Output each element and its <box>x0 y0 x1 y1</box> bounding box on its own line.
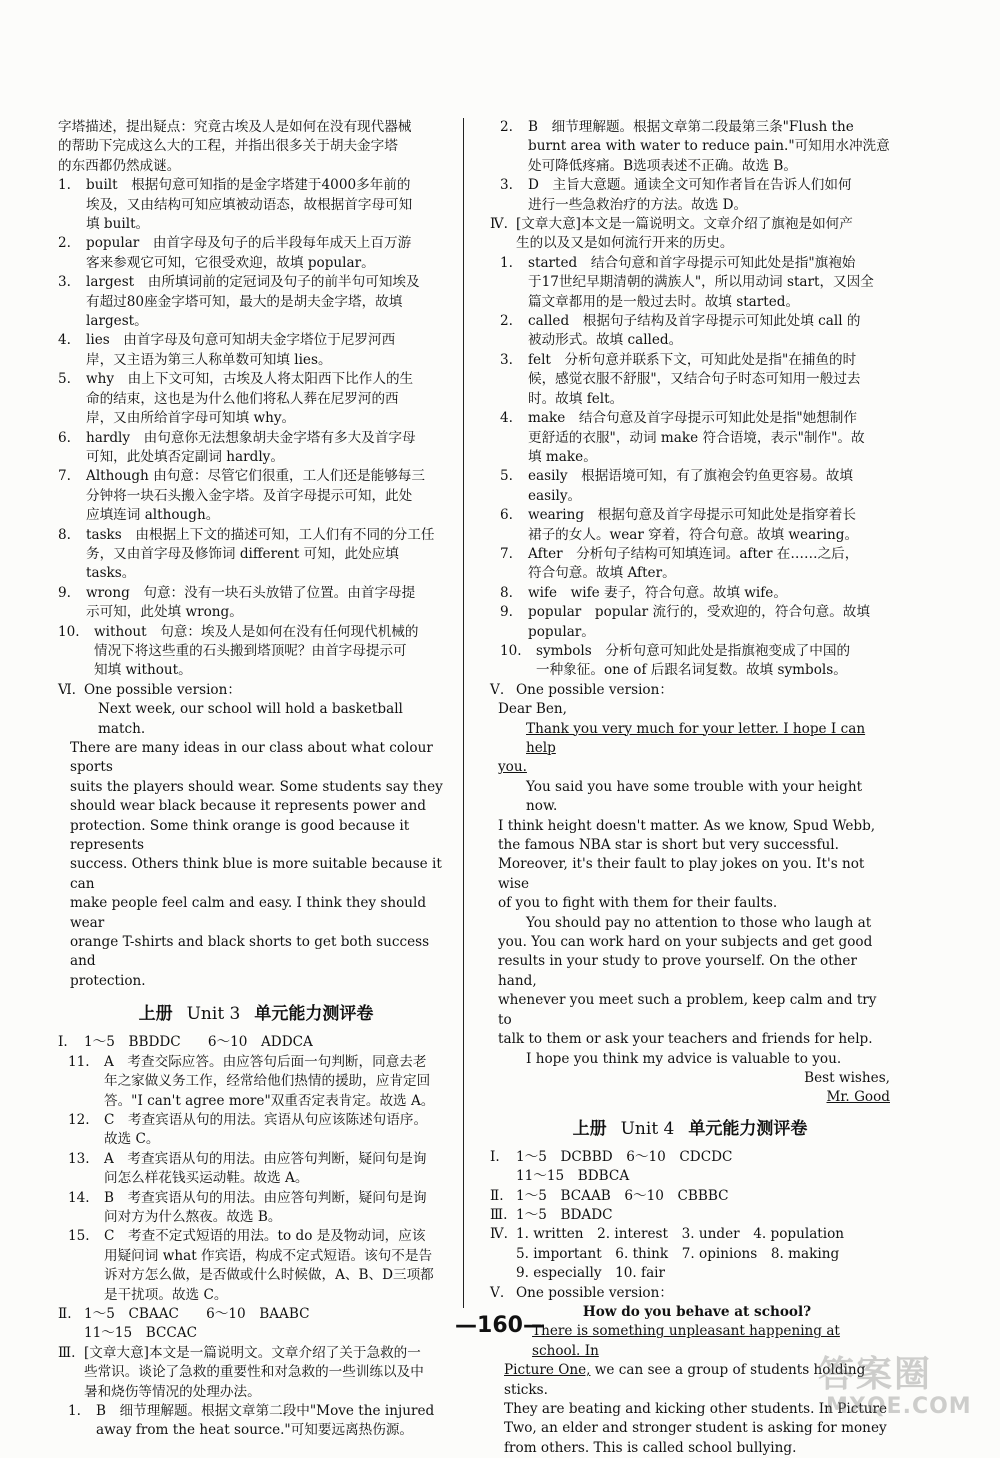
answer-key-line: 1～5 BCAAB 6～10 CBBBC <box>516 1187 729 1204</box>
item-number: 4. <box>500 410 513 427</box>
answer-key-line: 11～15 BCCAC <box>84 1325 198 1342</box>
paragraph-line: success. Others think blue is more suitable because it can <box>70 856 442 892</box>
item-line: 分钟将一块石头搬入金字塔。及首字母提示可知，此处 <box>86 487 413 504</box>
answer-key-line: 1～5 BBDDC 6～10 ADDCA <box>84 1034 313 1051</box>
letter <box>490 700 890 1108</box>
item-number: 4. <box>58 332 71 349</box>
paragraph-line: you. You can work hard on your subjects and get good <box>498 934 873 951</box>
answer-item <box>500 467 890 506</box>
column-divider <box>463 118 464 1308</box>
intro-line: 的帮助下完成这么大的工程，并指出很多关于胡夫金字塔 <box>58 138 398 155</box>
heading-unit: Unit 4 <box>620 1118 675 1139</box>
paragraph-line: from others. This is called school bullying. <box>504 1439 797 1456</box>
item-line: built 根据句意可知指的是金字塔建于4000多年前的 <box>86 177 411 194</box>
essay-vi <box>58 700 454 991</box>
item-number: 9. <box>500 604 513 621</box>
item-line: tasks。 <box>86 565 136 582</box>
item-line: D 主旨大意题。通读全文可知作者旨在告诉人们如何 <box>528 177 852 194</box>
item-line: 故选 C。 <box>104 1131 160 1148</box>
paragraph-line: talk to them or ask your teachers and friends for help. <box>498 1031 873 1048</box>
intro-line: 的东西都仍然成谜。 <box>58 157 181 174</box>
section-label: Ⅴ. <box>490 1284 505 1301</box>
item-line: 进行一些急救治疗的方法。故选 D。 <box>528 196 748 213</box>
answer-key-line: 1～5 DCBBD 6～10 CDCDC <box>516 1148 733 1165</box>
answer-item <box>58 623 454 681</box>
item-line: wearing 根据句意及首字母提示可知此处是指穿着长 <box>528 507 856 524</box>
item-number: 3. <box>500 351 513 368</box>
answer-item <box>500 506 890 545</box>
unit4-section-iv <box>490 1225 890 1283</box>
item-line: 知填 without。 <box>94 662 192 679</box>
unit3-section-i <box>58 1033 454 1052</box>
item-number: 6. <box>500 507 513 524</box>
watermark-logo <box>818 1346 988 1428</box>
letter-opening-line: you. <box>498 759 527 776</box>
answer-item <box>500 603 890 642</box>
heading-volume: 上册 <box>138 1004 173 1025</box>
summary-line: [文章大意]本文是一篇说明文。文章介绍了旗袍是如何产 <box>516 216 853 233</box>
answer-item <box>68 1402 454 1441</box>
paragraph-line: You should pay no attention to those who laugh at <box>526 914 872 931</box>
answer-item <box>500 409 890 467</box>
item-number: 5. <box>58 371 71 388</box>
paragraph-line: whenever you meet such a problem, keep calm and try to <box>498 992 877 1028</box>
section-iv <box>490 215 890 254</box>
answer-item <box>68 1227 454 1305</box>
answer-item <box>500 118 890 176</box>
left-column <box>58 118 454 1441</box>
item-line: 务，又由首字母及修饰词 different 可知，此处应填 <box>86 545 399 562</box>
watermark-text: 答案圈 <box>818 1354 933 1395</box>
section-label: Ⅲ. <box>58 1344 76 1361</box>
answer-item <box>500 584 890 603</box>
answer-key-line: 1～5 BDADC <box>516 1206 613 1223</box>
letter-signature: Mr. Good <box>826 1089 890 1106</box>
item-line: 可知，此处填否定副词 hardly。 <box>86 448 284 465</box>
item-line: why 由上下文可知，古埃及人将太阳西下比作人的生 <box>86 371 414 388</box>
section-label: Ⅳ. <box>490 216 508 233</box>
answer-item <box>58 234 454 273</box>
letter-paragraph: I hope you think my advice is valuable to you. <box>526 1050 842 1067</box>
section-label: Ⅱ. <box>490 1187 504 1204</box>
answer-item <box>68 1053 454 1111</box>
item-line: 用疑问词 what 作宾语，构成不定式短语。该句不是告 <box>104 1247 433 1264</box>
item-number: 2. <box>500 313 513 330</box>
letter-opening-line: Thank you very much for your letter. I hope I can help <box>526 720 866 756</box>
answer-item <box>68 1111 454 1150</box>
answer-key-line: 5. important 6. think 7. opinions 8. making <box>516 1245 840 1262</box>
item-line: hardly 由句意你无法想象胡夫金字塔有多大及首字母 <box>86 429 416 446</box>
essay-line: There is something unpleasant happening at school. In <box>532 1323 840 1359</box>
section-label: Ⅰ. <box>58 1034 68 1051</box>
item-number: 10. <box>58 623 80 640</box>
item-line: wife wife 妻子，符合句意。故填 wife。 <box>528 584 787 601</box>
item-number: 6. <box>58 429 71 446</box>
essay-line: Picture One, <box>504 1362 591 1379</box>
item-line: Although 由句意：尽管它们很重，工人们还是能够每三 <box>86 468 425 485</box>
item-line: C 考查宾语从句的用法。宾语从句应该陈述句语序。 <box>104 1111 428 1128</box>
item-line: 问怎么样花钱买运动鞋。故选 A。 <box>104 1170 309 1187</box>
summary-line: [文章大意]本文是一篇说明文。文章介绍了关于急救的一 <box>84 1344 421 1361</box>
section-iv-list <box>490 254 890 681</box>
section-title: One possible version： <box>516 681 673 698</box>
item-line: 时。故填 felt。 <box>528 390 624 407</box>
paragraph-line: You said you have some trouble with your height now. <box>526 778 863 815</box>
letter-greeting: Dear Ben, <box>498 701 567 718</box>
paragraph-line: protection. Some think orange is good because it represents <box>70 817 410 854</box>
item-number: 10. <box>500 642 522 659</box>
section-label: Ⅳ. <box>490 1226 508 1243</box>
item-number: 2. <box>58 235 71 252</box>
intro-text <box>58 118 454 176</box>
item-line: 示可知，此处填 wrong。 <box>86 604 243 621</box>
unit3-i-list <box>58 1053 454 1305</box>
answer-item <box>58 273 454 331</box>
summary-line: 暑和烧伤等情况的处理办法。 <box>84 1383 261 1400</box>
section-label: Ⅴ. <box>490 681 505 698</box>
item-number: 11. <box>68 1053 90 1070</box>
page-number: —160— <box>455 1313 545 1338</box>
item-line: 被动形式。故填 called。 <box>528 332 683 349</box>
answer-item <box>58 429 454 468</box>
item-line: 命的结束，这也是为什么他们将私人葬在尼罗河的西 <box>86 390 399 407</box>
item-line: 裙子的女人。wear 穿着，符合句意。故填 wearing。 <box>528 526 859 543</box>
section-label: Ⅰ. <box>490 1148 500 1165</box>
paragraph-line: suits the players should wear. Some students say they <box>70 778 443 795</box>
answer-item <box>500 545 890 584</box>
answer-item <box>58 370 454 428</box>
item-line: 于17世纪早期清朝的满族人"，所以用动词 start，又因全 <box>528 274 874 291</box>
answer-item <box>500 642 890 681</box>
answer-item <box>58 176 454 234</box>
right-top-list <box>490 118 890 215</box>
paragraph-line: orange T-shirts and black shorts to get both success and <box>70 934 430 970</box>
essay-title: How do you behave at school? <box>582 1303 812 1320</box>
item-line: popular。 <box>528 623 595 640</box>
item-line: After 分析句子结构可知填连词。after 在……之后， <box>528 545 859 562</box>
item-number: 13. <box>68 1150 90 1167</box>
item-line: symbols 分析句意可知此处是指旗袍变成了中国的 <box>536 642 851 659</box>
item-line: popular popular 流行的，受欢迎的，符合句意。故填 <box>528 604 870 621</box>
answer-item <box>58 526 454 584</box>
paragraph-line: protection. <box>70 972 146 989</box>
unit3-iii-list <box>58 1402 454 1441</box>
item-number: 9. <box>58 584 71 601</box>
paragraph-line: There are many ideas in our class about what colour sports <box>70 740 433 776</box>
unit3-heading <box>58 1001 454 1027</box>
left-answer-list <box>58 176 454 681</box>
item-line: 客来参观它可知，它很受欢迎，故填 popular。 <box>86 254 375 271</box>
essay-line: we can see a group of students holding sticks. <box>504 1362 866 1398</box>
item-line: called 根据句子结构及首字母提示可知此处填 call 的 <box>528 313 861 330</box>
unit4-section-iii <box>490 1206 890 1225</box>
paragraph-line: Moreover, it's their fault to play jokes on you. It's not wise <box>498 856 865 892</box>
paragraph-line: make people feel calm and easy. I think they should wear <box>70 895 427 931</box>
item-number: 1. <box>500 254 513 271</box>
section-label: Ⅱ. <box>58 1305 72 1322</box>
item-line: 候，感觉衣服不舒服"，又结合句子时态可知用一般过去 <box>528 371 861 388</box>
item-number: 5. <box>500 468 513 485</box>
answer-key-line: 1. written 2. interest 3. under 4. population <box>516 1226 845 1243</box>
paragraph-line: Next week, our school will hold a basketball match. <box>98 701 403 737</box>
item-line: 岸，又由所给首字母可知填 why。 <box>86 410 296 427</box>
answer-item <box>68 1189 454 1228</box>
answer-item <box>58 584 454 623</box>
item-number: 7. <box>58 468 71 485</box>
item-line: 埃及，又由结构可知应填被动语态，故根据首字母可知 <box>86 196 413 213</box>
item-line: 岸，又主语为第三人称单数可知填 lies。 <box>86 351 332 368</box>
item-line: 问对方为什么熬夜。故选 B。 <box>104 1208 282 1225</box>
item-number: 14. <box>68 1189 90 1206</box>
answer-item <box>500 351 890 409</box>
item-line: popular 由首字母及句子的后半段每年成天上百万游 <box>86 235 412 252</box>
summary-line: 生的以及又是如何流行开来的历史。 <box>516 235 734 252</box>
item-line: A 考查交际应答。由应答句后面一句判断，同意去老 <box>104 1053 427 1070</box>
item-line: make 结合句意及首字母提示可知此处是指"她想制作 <box>528 410 857 427</box>
item-line: without 句意：埃及人是如何在没有任何现代机械的 <box>94 623 419 640</box>
answer-item <box>500 312 890 351</box>
item-line: 篇文章都用的是一般过去时。故填 started。 <box>528 293 800 310</box>
item-line: burnt area with water to reduce pain."可知用水冲洗意 <box>528 138 890 155</box>
item-number: 1. <box>58 177 71 194</box>
unit4-section-ii <box>490 1187 890 1206</box>
item-line: 填 make。 <box>528 448 597 465</box>
paragraph-line: results in your study to prove yourself. On the other hand, <box>498 953 857 989</box>
item-line: C 考查不定式短语的用法。to do 是及物动词，应该 <box>104 1228 426 1245</box>
intro-line: 字塔描述，提出疑点：究竟古埃及人是如何在没有现代器械 <box>58 119 412 135</box>
item-number: 12. <box>68 1111 90 1128</box>
item-line: B 细节理解题。根据文章第二段最第三条"Flush the <box>528 119 854 135</box>
right-column <box>490 118 890 1458</box>
item-line: started 结合句意和首字母提示可知此处是指"旗袍始 <box>528 254 856 271</box>
item-line: easily。 <box>528 487 582 504</box>
item-line: 应填连词 although。 <box>86 507 220 524</box>
section-title: One possible version： <box>516 1284 673 1301</box>
item-line: wrong 句意：没有一块石头放错了位置。由首字母提 <box>86 584 416 601</box>
paragraph-line: the famous NBA star is short but very successful. <box>498 837 839 854</box>
item-line: 答。"I can't agree more"双重否定表肯定。故选 A。 <box>104 1092 435 1109</box>
letter-paragraph <box>498 914 890 1050</box>
unit3-section-iii <box>58 1344 454 1402</box>
item-line: lies 由首字母及句意可知胡夫金字塔位于尼罗河西 <box>86 332 396 349</box>
item-line: tasks 由根据上下文的描述可知，工人们有不同的分工任 <box>86 526 435 543</box>
section-label: Ⅲ. <box>490 1206 508 1223</box>
item-line: largest 由所填词前的定冠词及句子的前半句可知埃及 <box>86 274 420 291</box>
paragraph-line: They are beating and kicking other students. In Picture <box>504 1401 888 1417</box>
item-line: A 考查宾语从句的用法。由应答句判断，疑问句是询 <box>104 1150 427 1167</box>
item-line: 一种象征。one of 后跟名词复数。故填 symbols。 <box>536 662 847 679</box>
watermark-url: MXQE.COM <box>826 1394 972 1419</box>
item-line: B 细节理解题。根据文章第二段中"Move the injured <box>96 1403 435 1419</box>
item-line: largest。 <box>86 313 148 330</box>
heading-unit: Unit 3 <box>186 1004 241 1025</box>
item-line: 处可降低疼痛。B选项表述不正确。故选 B。 <box>528 157 797 174</box>
answer-key-line: 11～15 BDBCA <box>516 1168 630 1185</box>
unit4-heading <box>490 1116 890 1142</box>
unit4-section-i <box>490 1148 890 1187</box>
answer-key-line: 9. especially 10. fair <box>516 1265 666 1282</box>
item-number: 3. <box>58 274 71 291</box>
item-line: 情况下将这些重的石头搬到塔顶呢？由首字母提示可 <box>94 642 407 659</box>
summary-line: 些常识。谈论了急救的重要性和对急救的一些训练以及中 <box>84 1364 424 1381</box>
heading-title: 单元能力测评卷 <box>688 1118 808 1139</box>
section-v <box>490 681 890 700</box>
item-number: 8. <box>58 526 71 543</box>
letter-closing: Best wishes, <box>804 1069 890 1086</box>
item-line: 诉对方怎么做，是否做或什么时候做，A、B、D三项都 <box>104 1267 434 1284</box>
item-number: 15. <box>68 1228 90 1245</box>
paragraph-line: Two, an elder and stronger student is asking for money <box>504 1420 887 1437</box>
heading-volume: 上册 <box>572 1118 607 1139</box>
item-line: away from the heat source."可知要远离热伤源。 <box>96 1422 414 1439</box>
paragraph-line: I think height doesn't matter. As we know, Spud Webb, <box>498 817 876 834</box>
item-number: 3. <box>500 177 513 194</box>
section-label: Ⅵ. <box>58 681 76 698</box>
answer-item <box>68 1150 454 1189</box>
item-line: 年之家做义务工作，经常给他们热情的援助，应肯定回 <box>104 1073 431 1090</box>
paragraph-line: should wear black because it represents power and <box>70 798 426 815</box>
item-line: 有超过80座金字塔可知，最大的是胡夫金字塔，故填 <box>86 293 403 310</box>
answer-item <box>500 254 890 312</box>
item-line: easily 根据语境可知，有了旗袍会钓鱼更容易。故填 <box>528 468 853 485</box>
answer-item <box>500 176 890 215</box>
unit4-section-v <box>490 1284 890 1303</box>
item-line: 填 built。 <box>86 216 150 233</box>
item-line: B 考查宾语从句的用法。由应答句判断，疑问句是询 <box>104 1189 427 1206</box>
item-line: felt 分析句意并联系下文，可知此处是指"在捕鱼的时 <box>528 351 857 368</box>
answer-item <box>58 467 454 525</box>
heading-title: 单元能力测评卷 <box>254 1004 374 1025</box>
section-title: One possible version： <box>84 681 241 698</box>
item-number: 7. <box>500 545 513 562</box>
section-vi <box>58 681 454 700</box>
answer-item <box>58 331 454 370</box>
item-number: 8. <box>500 584 513 601</box>
answer-key-line: 1～5 CBAAC 6～10 BAABC <box>84 1305 310 1322</box>
item-number: 2. <box>500 119 513 135</box>
item-line: 是干扰项。故选 C。 <box>104 1286 228 1303</box>
letter-paragraph <box>498 778 890 914</box>
item-line: 更舒适的衣服"，动词 make 符合语境，表示"制作"。故 <box>528 429 865 446</box>
paragraph-line: of you to fight with them for their faults. <box>498 895 778 912</box>
item-line: 符合句意。故填 After。 <box>528 565 676 582</box>
item-number: 1. <box>68 1403 81 1419</box>
